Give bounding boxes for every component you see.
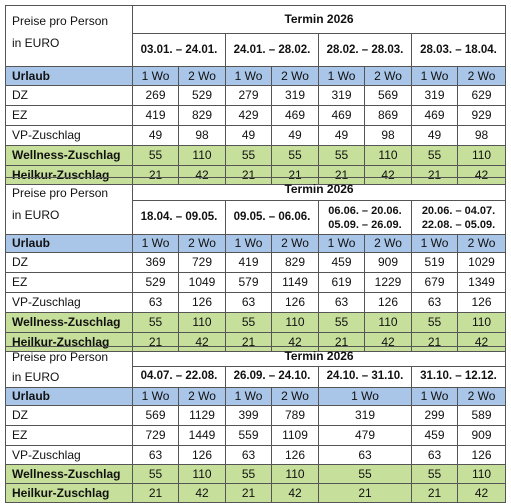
col-label-2wo: 2 Wo — [458, 388, 506, 406]
price-cell: 399 — [226, 406, 272, 426]
col-label-1wo: 1 Wo — [319, 67, 365, 86]
price-cell: 55 — [133, 146, 179, 166]
table-row — [6, 253, 506, 273]
price-cell: 369 — [133, 253, 179, 273]
row-label-heilkur: Heilkur-Zuschlag — [6, 166, 133, 185]
col-label-2wo: 2 Wo — [179, 235, 226, 253]
price-cell: 789 — [272, 406, 319, 426]
row-label-dz: DZ — [6, 86, 133, 106]
price-cell: 729 — [133, 426, 179, 446]
price-cell: 63 — [133, 293, 179, 313]
period-line: 22.08. – 05.09. — [421, 218, 496, 231]
price-cell: 829 — [179, 106, 226, 126]
price-cell: 42 — [179, 484, 226, 503]
price-cell: 319 — [412, 86, 458, 106]
price-cell: 55 — [272, 146, 319, 166]
price-cell: 21 — [133, 166, 179, 185]
price-cell: 49 — [272, 126, 319, 146]
price-cell: 63 — [319, 293, 365, 313]
price-table-2 — [5, 177, 506, 352]
price-cell: 42 — [458, 484, 506, 503]
price-cell: 279 — [226, 86, 272, 106]
price-cell: 110 — [365, 313, 412, 333]
price-cell: 55 — [412, 313, 458, 333]
price-cell: 110 — [458, 146, 506, 166]
price-cell: 110 — [272, 465, 319, 484]
price-cell: 110 — [458, 465, 506, 484]
price-cell: 55 — [226, 465, 272, 484]
row-label-ez: EZ — [6, 426, 133, 446]
price-cell: 63 — [412, 293, 458, 313]
price-cell: 21 — [319, 484, 412, 503]
price-cell: 55 — [226, 313, 272, 333]
table-row — [6, 86, 506, 106]
period-header: 24.01. – 28.02. — [226, 34, 319, 67]
price-cell: 55 — [133, 313, 179, 333]
col-label-2wo: 2 Wo — [365, 67, 412, 86]
table-row — [6, 313, 506, 333]
price-header-label — [6, 6, 133, 67]
price-cell: 55 — [319, 313, 365, 333]
price-cell: 49 — [319, 126, 365, 146]
price-cell: 469 — [319, 106, 365, 126]
header-label-line1: Preise pro Person — [12, 14, 109, 28]
price-cell: 42 — [458, 333, 506, 352]
price-table-3 — [5, 346, 506, 503]
period-header: 31.10. – 12.12. — [412, 366, 506, 387]
price-cell: 21 — [226, 333, 272, 352]
price-cell: 1049 — [179, 273, 226, 293]
price-cell: 929 — [458, 106, 506, 126]
table-row — [6, 106, 506, 126]
price-cell: 1129 — [179, 406, 226, 426]
price-cell: 55 — [133, 465, 179, 484]
col-label-1wo: 1 Wo — [319, 235, 365, 253]
termin-header: Termin 2026 — [133, 178, 506, 201]
price-cell: 55 — [319, 465, 412, 484]
price-cell: 21 — [412, 166, 458, 185]
price-cell: 98 — [458, 126, 506, 146]
price-cell: 110 — [365, 146, 412, 166]
period-header: 28.03. – 18.04. — [412, 34, 506, 67]
price-cell: 729 — [179, 253, 226, 273]
price-cell: 63 — [319, 446, 412, 465]
price-cell: 459 — [412, 426, 458, 446]
price-cell: 49 — [412, 126, 458, 146]
row-label-dz: DZ — [6, 253, 133, 273]
price-cell: 909 — [365, 253, 412, 273]
col-label-1wo: 1 Wo — [412, 235, 458, 253]
price-cell: 21 — [226, 484, 272, 503]
price-cell: 21 — [319, 333, 365, 352]
period-line: 05.09. – 26.09. — [328, 218, 402, 231]
price-cell: 579 — [226, 273, 272, 293]
row-label-vp: VP-Zuschlag — [6, 446, 133, 465]
price-cell: 1229 — [365, 273, 412, 293]
row-label-heilkur: Heilkur-Zuschlag — [6, 333, 133, 352]
row-label-dz: DZ — [6, 406, 133, 426]
price-cell: 63 — [412, 446, 458, 465]
col-label-1wo: 1 Wo — [133, 235, 179, 253]
price-cell: 679 — [412, 273, 458, 293]
price-header-label — [6, 178, 133, 235]
row-label-urlaub: Urlaub — [6, 235, 133, 253]
period-header: 09.05. – 06.06. — [226, 201, 319, 235]
period-header — [319, 201, 412, 235]
header-label-line2: in EURO — [12, 208, 60, 222]
price-cell: 126 — [272, 446, 319, 465]
col-label-2wo: 2 Wo — [272, 388, 319, 406]
price-cell: 519 — [412, 253, 458, 273]
price-cell: 589 — [458, 406, 506, 426]
col-label-2wo: 2 Wo — [458, 235, 506, 253]
price-cell: 529 — [179, 86, 226, 106]
price-cell: 42 — [179, 333, 226, 352]
col-label-2wo: 2 Wo — [179, 67, 226, 86]
price-cell: 110 — [179, 313, 226, 333]
price-cell: 126 — [458, 446, 506, 465]
period-header — [412, 201, 506, 235]
row-label-vp: VP-Zuschlag — [6, 126, 133, 146]
price-cell: 55 — [226, 146, 272, 166]
table-row — [6, 465, 506, 484]
price-cell: 110 — [272, 313, 319, 333]
col-label-2wo: 2 Wo — [272, 235, 319, 253]
period-header: 24.10. – 31.10. — [319, 366, 412, 387]
price-cell: 569 — [133, 406, 179, 426]
price-cell: 909 — [458, 426, 506, 446]
price-cell: 126 — [365, 293, 412, 313]
col-label-1wo: 1 Wo — [226, 235, 272, 253]
termin-header: Termin 2026 — [133, 347, 506, 367]
price-cell: 42 — [179, 166, 226, 185]
col-label-2wo: 2 Wo — [365, 235, 412, 253]
price-cell: 1349 — [458, 273, 506, 293]
period-line: 20.06. – 04.07. — [421, 204, 496, 217]
price-cell: 569 — [365, 86, 412, 106]
price-cell: 529 — [133, 273, 179, 293]
period-line: 06.06. – 20.06. — [328, 204, 402, 217]
price-cell: 21 — [272, 166, 319, 185]
price-cell: 559 — [226, 426, 272, 446]
period-header: 28.02. – 28.03. — [319, 34, 412, 67]
price-cell: 319 — [319, 86, 365, 106]
price-cell: 42 — [458, 166, 506, 185]
price-cell: 1109 — [272, 426, 319, 446]
row-label-urlaub: Urlaub — [6, 388, 133, 406]
header-label-line1: Preise pro Person — [12, 186, 109, 200]
table-row — [6, 406, 506, 426]
termin-header: Termin 2026 — [133, 6, 506, 34]
price-cell: 21 — [412, 484, 458, 503]
price-cell: 98 — [365, 126, 412, 146]
price-cell: 419 — [133, 106, 179, 126]
price-cell: 63 — [226, 446, 272, 465]
price-cell: 1149 — [272, 273, 319, 293]
price-cell: 21 — [319, 166, 365, 185]
price-cell: 269 — [133, 86, 179, 106]
price-cell: 49 — [226, 126, 272, 146]
price-cell: 429 — [226, 106, 272, 126]
price-cell: 110 — [179, 465, 226, 484]
col-label-2wo: 2 Wo — [179, 388, 226, 406]
table-row — [6, 273, 506, 293]
price-cell: 1449 — [179, 426, 226, 446]
price-cell: 55 — [412, 146, 458, 166]
price-cell: 419 — [226, 253, 272, 273]
col-label-1wo: 1 Wo — [133, 67, 179, 86]
price-cell: 1029 — [458, 253, 506, 273]
row-label-wellness: Wellness-Zuschlag — [6, 465, 133, 484]
price-cell: 21 — [226, 166, 272, 185]
header-label-line2: in EURO — [12, 36, 60, 50]
row-label-vp: VP-Zuschlag — [6, 293, 133, 313]
price-cell: 126 — [179, 293, 226, 313]
price-cell: 829 — [272, 253, 319, 273]
col-label-1wo: 1 Wo — [319, 388, 412, 406]
price-cell: 126 — [179, 446, 226, 465]
price-cell: 459 — [319, 253, 365, 273]
row-label-wellness: Wellness-Zuschlag — [6, 313, 133, 333]
price-table-1 — [5, 5, 506, 185]
price-cell: 469 — [272, 106, 319, 126]
price-cell: 49 — [133, 126, 179, 146]
price-header-label — [6, 347, 133, 388]
price-cell: 110 — [179, 146, 226, 166]
price-cell: 21 — [133, 333, 179, 352]
price-cell: 126 — [458, 293, 506, 313]
price-cell: 55 — [412, 465, 458, 484]
price-cell: 42 — [272, 333, 319, 352]
row-label-wellness: Wellness-Zuschlag — [6, 146, 133, 166]
period-header: 18.04. – 09.05. — [133, 201, 226, 235]
col-label-1wo: 1 Wo — [226, 67, 272, 86]
header-label-line1: Preise pro Person — [12, 350, 109, 364]
price-cell: 55 — [319, 146, 365, 166]
price-cell: 126 — [272, 293, 319, 313]
price-cell: 21 — [133, 484, 179, 503]
row-label-ez: EZ — [6, 273, 133, 293]
price-cell: 42 — [365, 166, 412, 185]
table-row — [6, 293, 506, 313]
price-cell: 98 — [179, 126, 226, 146]
col-label-1wo: 1 Wo — [226, 388, 272, 406]
price-cell: 319 — [319, 406, 412, 426]
period-header: 04.07. – 22.08. — [133, 366, 226, 387]
price-cell: 469 — [412, 106, 458, 126]
col-label-2wo: 2 Wo — [458, 67, 506, 86]
price-cell: 629 — [458, 86, 506, 106]
col-label-1wo: 1 Wo — [412, 67, 458, 86]
price-cell: 63 — [133, 446, 179, 465]
price-cell: 479 — [319, 426, 412, 446]
table-row — [6, 126, 506, 146]
period-header: 26.09. – 24.10. — [226, 366, 319, 387]
table-row — [6, 446, 506, 465]
period-header: 03.01. – 24.01. — [133, 34, 226, 67]
table-row — [6, 484, 506, 503]
header-label-line2: in EURO — [12, 370, 60, 384]
row-label-urlaub: Urlaub — [6, 67, 133, 86]
price-cell: 619 — [319, 273, 365, 293]
row-label-ez: EZ — [6, 106, 133, 126]
price-cell: 63 — [226, 293, 272, 313]
price-cell: 21 — [412, 333, 458, 352]
col-label-1wo: 1 Wo — [133, 388, 179, 406]
price-cell: 299 — [412, 406, 458, 426]
col-label-1wo: 1 Wo — [412, 388, 458, 406]
col-label-2wo: 2 Wo — [272, 67, 319, 86]
price-cell: 319 — [272, 86, 319, 106]
table-row — [6, 426, 506, 446]
table-row — [6, 146, 506, 166]
price-cell: 42 — [365, 333, 412, 352]
price-cell: 42 — [272, 484, 319, 503]
price-cell: 869 — [365, 106, 412, 126]
row-label-heilkur: Heilkur-Zuschlag — [6, 484, 133, 503]
price-cell: 110 — [458, 313, 506, 333]
